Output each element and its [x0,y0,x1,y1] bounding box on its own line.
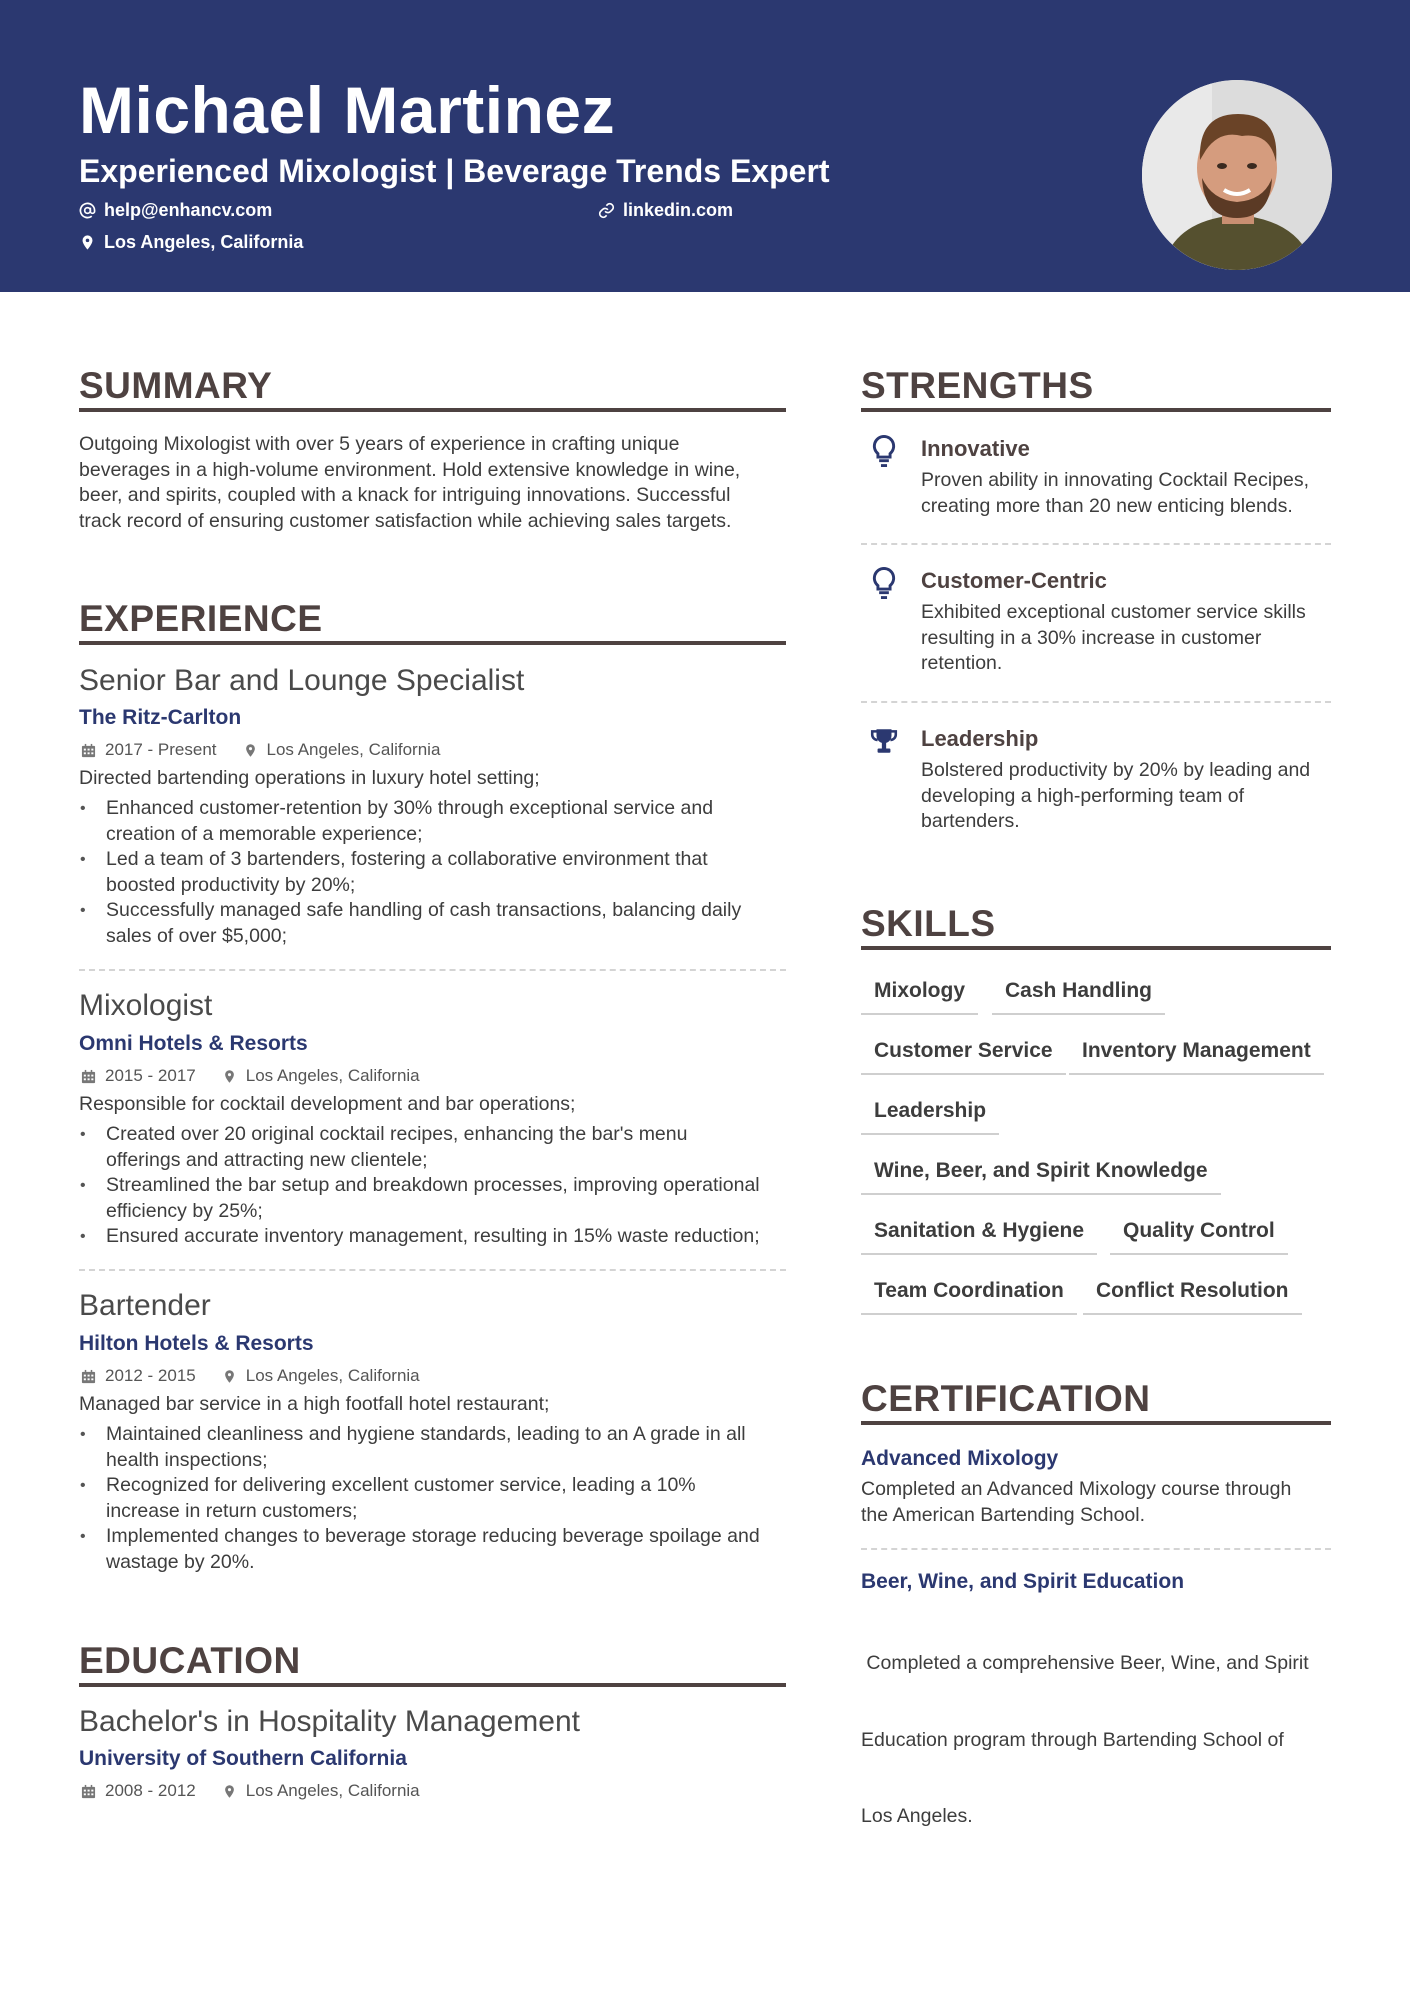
strength-item [861,566,1331,686]
list-item: • Led a team of 3 bartenders, fostering a collaborative environment that boosted productivity by 20%; [79,847,799,898]
location-pin-icon [222,1069,237,1084]
skill-tag: Mixology [861,976,978,1015]
calendar-icon [81,1069,96,1084]
strength-description: Bolstered productivity by 20% by leading and developing a high-performing team of bartenders. [921,759,1311,832]
contact-email-text[interactable]: help@enhancv.com [104,200,273,220]
divider [79,1269,786,1271]
candidate-headline: Experienced Mixologist | Beverage Trends Expert [79,153,830,189]
skill-tag: Team Coordination [861,1276,1077,1315]
certification-title: Advanced Mixology [861,1447,1059,1470]
strengths-heading: STRENGTHS [861,365,1094,406]
summary-rule [79,408,786,412]
strength-item [861,724,1331,844]
job-description: Directed bartending operations in luxury hotel setting; [79,767,540,789]
job-meta [81,1065,420,1087]
skill-tag: Leadership [861,1096,999,1135]
divider [861,1548,1331,1550]
strengths-rule [861,408,1331,412]
job-dates: 2015 - 2017 [105,1066,196,1085]
education-heading: EDUCATION [79,1640,301,1681]
calendar-icon [81,743,96,758]
at-sign-icon [79,202,96,219]
divider [861,543,1331,545]
skill-tag: Wine, Beer, and Spirit Knowledge [861,1156,1221,1195]
list-item: • Recognized for delivering excellent customer service, leading a 10% increase in return customers; [79,1473,799,1524]
job-title: Senior Bar and Lounge Specialist [79,664,525,697]
calendar-icon [81,1369,96,1384]
education-meta [81,1780,420,1802]
job-title: Mixologist [79,989,213,1022]
location-pin-icon [243,743,258,758]
education-rule [79,1683,786,1687]
skill-tag: Sanitation & Hygiene [861,1216,1097,1255]
summary-text: Outgoing Mixologist with over 5 years of experience in crafting unique beverages in a high-volume environment. Hold extensive knowledge in wine, beer, and spirits, coupled with a knack for intriguing innovations. Successful track record of ensuring customer satisfaction while achieving sales targets. [79,433,741,532]
trophy-icon [869,724,899,758]
skills-heading: SKILLS [861,903,996,944]
list-item: • Implemented changes to beverage storage reducing beverage spoilage and wastage by 20%. [79,1524,799,1575]
contact-linkedin-text[interactable]: linkedin.com [623,200,734,220]
job-description: Responsible for cocktail development and bar operations; [79,1093,576,1115]
lightbulb-icon [869,434,899,468]
job-bullets [79,1122,799,1250]
job-location: Los Angeles, California [245,1366,420,1385]
job-dates: 2012 - 2015 [105,1366,196,1385]
experience-rule [79,641,786,645]
calendar-icon [81,1784,96,1799]
certification-title: Beer, Wine, and Spirit Education [861,1570,1185,1593]
job-company: Hilton Hotels & Resorts [79,1332,314,1355]
skills-rule [861,946,1331,950]
list-item: • Enhanced customer-retention by 30% through exceptional service and creation of a memorable experience; [79,796,799,847]
job-location: Los Angeles, California [245,1066,420,1085]
location-pin-icon [222,1784,237,1799]
strength-title: Leadership [921,726,1039,751]
education-dates: 2008 - 2012 [105,1781,196,1800]
degree-title: Bachelor's in Hospitality Management [79,1705,580,1738]
contact-location [79,230,303,254]
summary-heading: SUMMARY [79,365,273,406]
location-pin-icon [222,1369,237,1384]
contact-email[interactable] [79,198,272,222]
skill-tag: Customer Service [861,1036,1066,1075]
strength-title: Innovative [921,436,1030,461]
list-item: • Maintained cleanliness and hygiene standards, leading to an A grade in all health inspections; [79,1422,799,1473]
certification-description: Completed a comprehensive Beer, Wine, and Spirit Education program through Bartending School of Los Angeles. [861,1652,1309,1827]
job-meta [81,1365,420,1387]
avatar [1142,80,1332,270]
divider [861,701,1331,703]
job-location: Los Angeles, California [266,740,441,759]
skill-tag: Cash Handling [992,976,1165,1015]
header-banner [0,0,1410,292]
job-dates: 2017 - Present [105,740,217,759]
lightbulb-icon [869,566,899,600]
link-icon [598,202,615,219]
skill-tag: Quality Control [1110,1216,1288,1255]
contact-location-text: Los Angeles, California [104,232,304,252]
certification-description: Completed an Advanced Mixology course through the American Bartending School. [861,1478,1292,1526]
certification-rule [861,1421,1331,1425]
skill-tag: Inventory Management [1069,1036,1324,1075]
job-bullets [79,796,799,949]
job-title: Bartender [79,1289,211,1322]
strength-title: Customer-Centric [921,568,1107,593]
location-pin-icon [79,234,96,251]
experience-heading: EXPERIENCE [79,598,323,639]
list-item: • Streamlined the bar setup and breakdown processes, improving operational efficiency by 25%; [79,1173,799,1224]
strength-description: Proven ability in innovating Cocktail Recipes, creating more than 20 new enticing blends. [921,469,1310,517]
school-name: University of Southern California [79,1747,407,1770]
strength-description: Exhibited exceptional customer service skills resulting in a 30% increase in customer retention. [921,601,1306,674]
list-item: • Created over 20 original cocktail recipes, enhancing the bar's menu offerings and attracting new clientele; [79,1122,799,1173]
skill-tag: Conflict Resolution [1083,1276,1302,1315]
job-bullets [79,1422,799,1575]
job-meta [81,739,440,761]
list-item: • Ensured accurate inventory management, resulting in 15% waste reduction; [79,1224,799,1250]
strength-item [861,434,1331,534]
contact-linkedin[interactable] [598,198,733,222]
certification-heading: CERTIFICATION [861,1378,1151,1419]
candidate-name: Michael Martinez [79,73,616,147]
education-location: Los Angeles, California [245,1781,420,1800]
job-company: The Ritz-Carlton [79,706,242,729]
list-item: • Successfully managed safe handling of cash transactions, balancing daily sales of over $5,000; [79,898,799,949]
divider [79,969,786,971]
job-description: Managed bar service in a high footfall hotel restaurant; [79,1393,550,1415]
job-company: Omni Hotels & Resorts [79,1032,308,1055]
